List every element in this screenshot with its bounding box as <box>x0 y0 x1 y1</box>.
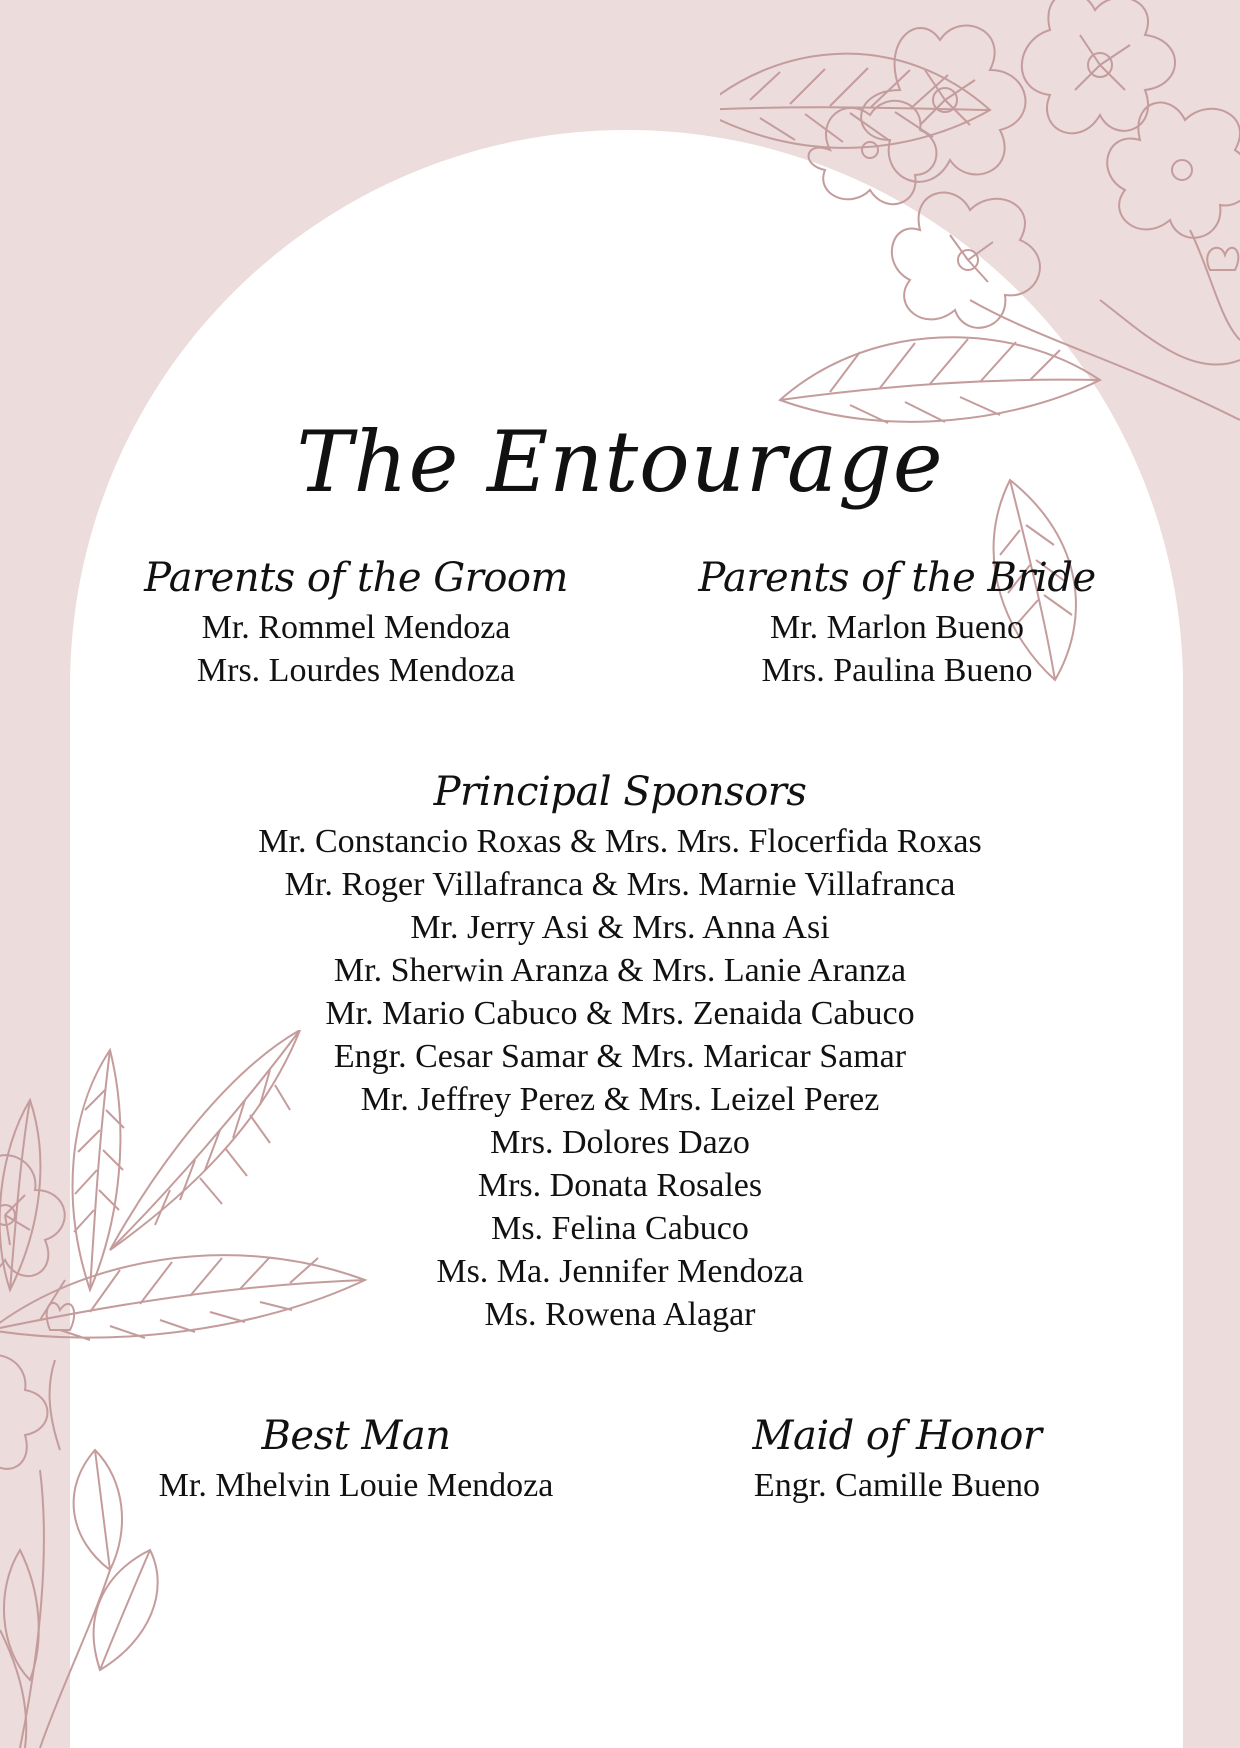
parents-of-bride-heading: Parents of the Bride <box>698 555 1096 601</box>
sponsor-name: Mr. Jerry Asi & Mrs. Anna Asi <box>410 909 830 946</box>
sponsor-name: Ms. Rowena Alagar <box>484 1296 756 1333</box>
groom-father-name: Mr. Rommel Mendoza <box>201 609 511 646</box>
sponsor-name: Mrs. Dolores Dazo <box>490 1124 750 1161</box>
sponsor-name: Mr. Constancio Roxas & Mrs. Mrs. Flocerfida Roxas <box>258 823 982 860</box>
parents-of-groom-section <box>106 556 606 692</box>
best-man-name: Mr. Mhelvin Louie Mendoza <box>158 1467 554 1504</box>
sponsor-name: Mr. Sherwin Aranza & Mrs. Lanie Aranza <box>333 952 907 989</box>
parents-of-bride-section <box>650 556 1144 692</box>
sponsor-name: Mr. Jeffrey Perez & Mrs. Leizel Perez <box>360 1081 880 1118</box>
maid-of-honor-heading: Maid of Honor <box>752 1413 1042 1459</box>
parents-of-groom-heading: Parents of the Groom <box>144 555 568 601</box>
principal-sponsors-heading: Principal Sponsors <box>433 769 807 815</box>
bride-mother-name: Mrs. Paulina Bueno <box>761 652 1033 689</box>
sponsor-name: Ms. Ma. Jennifer Mendoza <box>436 1253 804 1290</box>
sponsor-name: Mr. Roger Villafranca & Mrs. Marnie Villafranca <box>284 866 956 903</box>
maid-of-honor-name: Engr. Camille Bueno <box>753 1467 1041 1504</box>
bride-father-name: Mr. Marlon Bueno <box>769 609 1025 646</box>
best-man-heading: Best Man <box>261 1413 451 1459</box>
sponsor-name: Engr. Cesar Samar & Mrs. Maricar Samar <box>333 1038 907 1075</box>
groom-mother-name: Mrs. Lourdes Mendoza <box>196 652 516 689</box>
page-title: The Entourage <box>296 413 944 511</box>
principal-sponsors-section <box>120 770 1120 1336</box>
sponsor-name: Ms. Felina Cabuco <box>491 1210 749 1247</box>
sponsor-name: Mrs. Donata Rosales <box>477 1167 763 1204</box>
maid-of-honor-section <box>650 1414 1144 1507</box>
best-man-section <box>106 1414 606 1507</box>
sponsor-name: Mr. Mario Cabuco & Mrs. Zenaida Cabuco <box>325 995 915 1032</box>
